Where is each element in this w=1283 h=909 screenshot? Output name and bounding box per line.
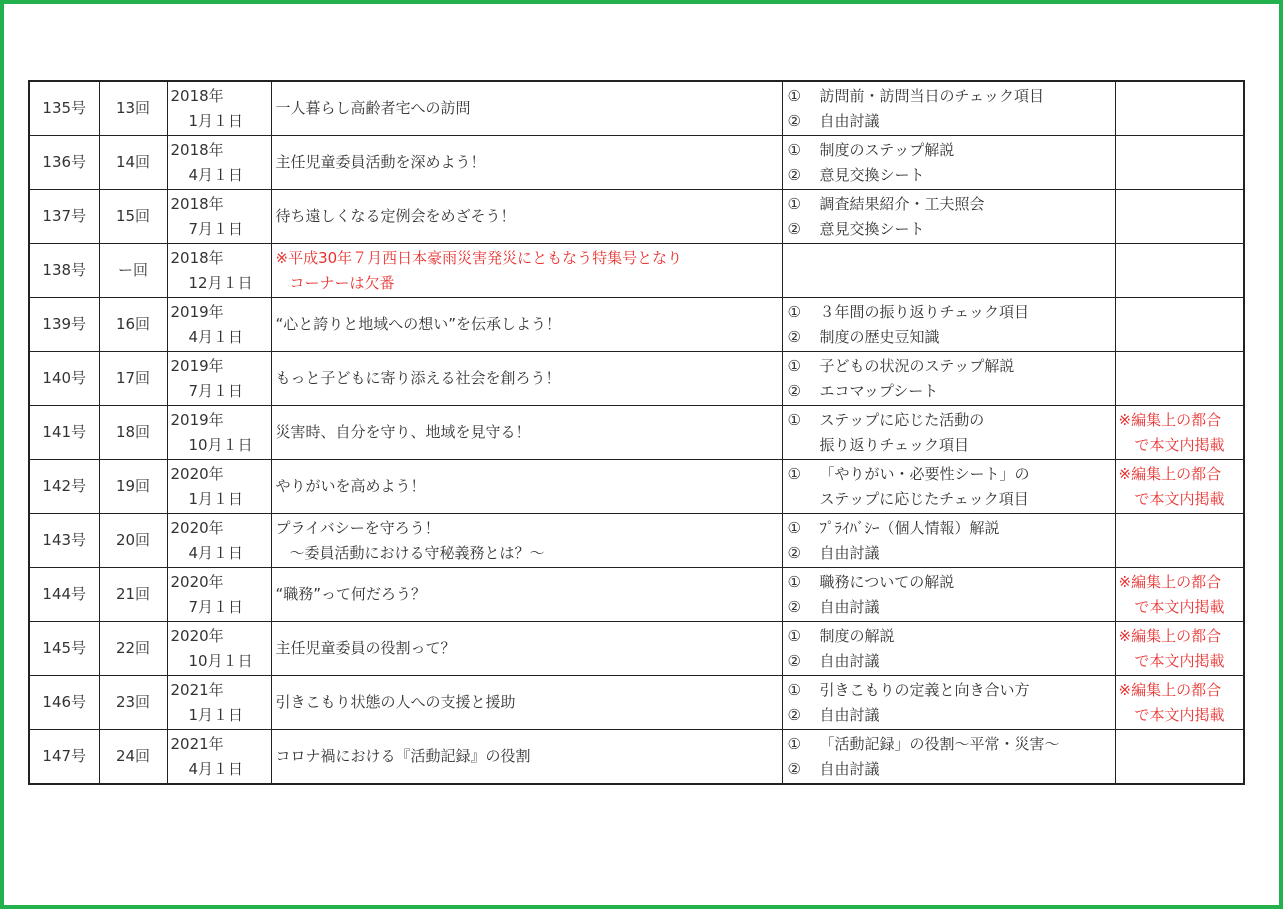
issue-number-cell: 142号 <box>29 460 99 514</box>
date-cell <box>167 514 271 568</box>
item-marker: ② <box>787 327 801 346</box>
issue-number-cell: 147号 <box>29 730 99 785</box>
items-cell <box>782 136 1115 190</box>
issue-number-cell: 146号 <box>29 676 99 730</box>
title-cell <box>271 81 782 136</box>
item-line <box>788 595 1115 620</box>
table-row <box>29 730 1244 785</box>
items-cell <box>782 460 1115 514</box>
title-line: 待ち遠しくなる定例会をめざそう！ <box>275 207 516 225</box>
item-line <box>788 138 1115 163</box>
date-cell <box>167 406 271 460</box>
item-marker: ① <box>787 572 801 591</box>
episode-cell: 22回 <box>99 622 167 676</box>
items-cell <box>782 568 1115 622</box>
episode-cell: 20回 <box>99 514 167 568</box>
items-cell <box>782 244 1115 298</box>
table-row <box>29 81 1244 136</box>
item-marker: ① <box>787 194 801 213</box>
item-line <box>788 462 1115 487</box>
episode-cell: 14回 <box>99 136 167 190</box>
item-marker: ① <box>787 302 801 321</box>
item-marker: ② <box>787 543 801 562</box>
date-month-day: 7月１日 <box>188 381 244 400</box>
item-line <box>788 217 1115 242</box>
item-text: 訪問前・訪問当日のチェック項目 <box>819 86 1045 105</box>
issue-number-cell: 136号 <box>29 136 99 190</box>
item-marker: ① <box>787 734 801 753</box>
item-line <box>788 570 1115 595</box>
episode-cell: 21回 <box>99 568 167 622</box>
title-cell <box>271 730 782 785</box>
date-cell <box>167 136 271 190</box>
title-cell <box>271 514 782 568</box>
note-cell <box>1115 81 1244 136</box>
note-cell <box>1115 136 1244 190</box>
item-text: 調査結果紹介・工夫照会 <box>819 194 985 213</box>
title-cell <box>271 622 782 676</box>
items-cell <box>782 622 1115 676</box>
item-marker: ② <box>787 165 801 184</box>
issue-number-cell: 138号 <box>29 244 99 298</box>
issue-table <box>28 80 1245 785</box>
item-line <box>788 379 1115 404</box>
item-marker: ① <box>787 410 801 429</box>
item-marker: ① <box>787 518 801 537</box>
item-text: 制度の歴史豆知識 <box>819 327 940 346</box>
title-line: “心と誇りと地域への想い”を伝承しよう！ <box>275 315 562 333</box>
table-row <box>29 514 1244 568</box>
title-line: “職務”って何だろう？ <box>275 585 427 603</box>
title-line: プライバシーを守ろう！ <box>275 518 440 537</box>
date-month-day: 4月１日 <box>188 543 244 562</box>
issue-number-cell: 144号 <box>29 568 99 622</box>
issue-number-cell: 135号 <box>29 81 99 136</box>
date-month-day: 4月１日 <box>188 759 244 778</box>
date-year: 2020年 <box>170 518 224 537</box>
table-row <box>29 676 1244 730</box>
table-row <box>29 136 1244 190</box>
item-line <box>788 354 1115 379</box>
issue-number-cell: 140号 <box>29 352 99 406</box>
title-cell <box>271 244 782 298</box>
item-text: 職務についての解説 <box>819 572 955 591</box>
item-line <box>788 624 1115 649</box>
item-marker: ② <box>787 219 801 238</box>
table-row <box>29 568 1244 622</box>
note-cell <box>1115 298 1244 352</box>
note-line: で本文内掲載 <box>1134 651 1225 670</box>
item-text: ﾌﾟﾗｲﾊﾞｼｰ（個人情報）解説 <box>819 518 1000 537</box>
issue-number-cell: 141号 <box>29 406 99 460</box>
issue-number-cell: 139号 <box>29 298 99 352</box>
date-month-day: 10月１日 <box>188 651 253 670</box>
items-cell <box>782 514 1115 568</box>
item-marker: ① <box>787 626 801 645</box>
title-cell <box>271 352 782 406</box>
date-cell <box>167 460 271 514</box>
item-line <box>788 732 1115 757</box>
table-row <box>29 406 1244 460</box>
date-month-day: 7月１日 <box>188 597 244 616</box>
episode-cell: 17回 <box>99 352 167 406</box>
date-cell <box>167 622 271 676</box>
note-line: で本文内掲載 <box>1134 435 1225 454</box>
title-line: 主任児童委員活動を深めよう！ <box>275 153 486 171</box>
item-line <box>788 649 1115 674</box>
item-line <box>788 433 1115 458</box>
episode-cell: 19回 <box>99 460 167 514</box>
note-cell <box>1115 568 1244 622</box>
date-cell <box>167 81 271 136</box>
items-cell <box>782 81 1115 136</box>
title-subline: ～委員活動における守秘義務とは？～ <box>289 543 545 562</box>
title-cell <box>271 298 782 352</box>
item-marker: ② <box>787 759 801 778</box>
date-year: 2018年 <box>170 86 224 105</box>
note-line: ※編集上の都合 <box>1118 410 1222 429</box>
item-line <box>788 678 1115 703</box>
item-marker: ① <box>787 86 801 105</box>
item-line <box>788 487 1115 512</box>
item-line <box>788 516 1115 541</box>
date-month-day: 1月１日 <box>188 705 244 724</box>
items-cell <box>782 298 1115 352</box>
item-text: 子どもの状況のステップ解説 <box>819 356 1015 375</box>
title-cell <box>271 136 782 190</box>
table-row <box>29 190 1244 244</box>
note-cell <box>1115 460 1244 514</box>
date-month-day: 10月１日 <box>188 435 253 454</box>
item-text: 制度のステップ解説 <box>819 140 955 159</box>
item-text: 意見交換シート <box>819 165 925 184</box>
item-line <box>788 757 1115 782</box>
title-line: 主任児童委員の役割って？ <box>275 639 456 657</box>
item-line <box>788 163 1115 188</box>
note-cell <box>1115 352 1244 406</box>
item-text: 振り返りチェック項目 <box>819 435 970 454</box>
items-cell <box>782 676 1115 730</box>
episode-cell: 13回 <box>99 81 167 136</box>
issue-number-cell: 143号 <box>29 514 99 568</box>
items-cell <box>782 730 1115 785</box>
item-text: 意見交換シート <box>819 219 925 238</box>
note-cell <box>1115 730 1244 785</box>
items-cell <box>782 190 1115 244</box>
title-line: やりがいを高めよう！ <box>275 477 426 495</box>
table-row <box>29 622 1244 676</box>
date-cell <box>167 568 271 622</box>
title-line: 一人暮らし高齢者宅への訪問 <box>275 99 471 117</box>
item-marker: ② <box>787 381 801 400</box>
item-text: 制度の解説 <box>819 626 895 645</box>
date-year: 2019年 <box>170 410 224 429</box>
note-line: で本文内掲載 <box>1134 597 1225 616</box>
date-month-day: 12月１日 <box>188 273 253 292</box>
date-year: 2021年 <box>170 734 224 753</box>
date-cell <box>167 676 271 730</box>
issue-number-cell: 137号 <box>29 190 99 244</box>
item-text: 自由討議 <box>819 705 880 724</box>
date-year: 2020年 <box>170 464 224 483</box>
date-year: 2019年 <box>170 302 224 321</box>
date-month-day: 4月１日 <box>188 165 244 184</box>
episode-cell: 16回 <box>99 298 167 352</box>
note-line: ※編集上の都合 <box>1118 680 1222 699</box>
date-cell <box>167 352 271 406</box>
date-year: 2019年 <box>170 356 224 375</box>
title-line: もっと子どもに寄り添える社会を創ろう！ <box>275 369 561 387</box>
episode-cell: 15回 <box>99 190 167 244</box>
item-line <box>788 109 1115 134</box>
table-row <box>29 244 1244 298</box>
item-text: 引きこもりの定義と向き合い方 <box>819 680 1030 699</box>
date-month-day: 7月１日 <box>188 219 244 238</box>
items-cell <box>782 352 1115 406</box>
item-line <box>788 541 1115 566</box>
item-marker: ① <box>787 356 801 375</box>
item-marker: ② <box>787 705 801 724</box>
item-marker: ① <box>787 140 801 159</box>
date-year: 2020年 <box>170 572 224 591</box>
title-line: コロナ禍における『活動記録』の役割 <box>275 747 531 765</box>
date-month-day: 1月１日 <box>188 111 244 130</box>
item-marker: ② <box>787 651 801 670</box>
item-text: ステップに応じた活動の <box>819 410 985 429</box>
item-line <box>788 325 1115 350</box>
note-cell <box>1115 622 1244 676</box>
item-marker: ② <box>787 111 801 130</box>
issue-table-body <box>29 81 1244 784</box>
episode-cell: ー回 <box>99 244 167 298</box>
title-line: ※平成30年７月西日本豪雨災害発災にともなう特集号となり <box>275 248 683 267</box>
note-cell <box>1115 676 1244 730</box>
date-cell <box>167 244 271 298</box>
date-year: 2018年 <box>170 140 224 159</box>
item-text: 自由討議 <box>819 543 880 562</box>
note-cell <box>1115 190 1244 244</box>
date-year: 2018年 <box>170 194 224 213</box>
item-line <box>788 300 1115 325</box>
table-row <box>29 352 1244 406</box>
item-text: 自由討議 <box>819 597 880 616</box>
item-text: ３年間の振り返りチェック項目 <box>819 302 1030 321</box>
issue-number-cell: 145号 <box>29 622 99 676</box>
title-cell <box>271 460 782 514</box>
item-line <box>788 408 1115 433</box>
date-year: 2021年 <box>170 680 224 699</box>
item-text: 自由討議 <box>819 111 880 130</box>
note-line: ※編集上の都合 <box>1118 626 1222 645</box>
note-cell <box>1115 514 1244 568</box>
date-year: 2020年 <box>170 626 224 645</box>
item-marker: ② <box>787 597 801 616</box>
item-marker <box>788 487 820 512</box>
note-line: ※編集上の都合 <box>1118 572 1222 591</box>
date-month-day: 1月１日 <box>188 489 244 508</box>
title-cell <box>271 568 782 622</box>
item-text: ステップに応じたチェック項目 <box>819 489 1029 508</box>
item-line <box>788 84 1115 109</box>
table-row <box>29 460 1244 514</box>
date-cell <box>167 730 271 785</box>
title-subline: コーナーは欠番 <box>289 273 395 292</box>
items-cell <box>782 406 1115 460</box>
date-cell <box>167 190 271 244</box>
item-text: 「やりがい・必要性シート」の <box>819 464 1030 483</box>
date-month-day: 4月１日 <box>188 327 244 346</box>
item-line <box>788 703 1115 728</box>
item-line <box>788 192 1115 217</box>
title-cell <box>271 676 782 730</box>
item-marker: ① <box>787 464 801 483</box>
title-line: 引きこもり状態の人への支援と援助 <box>275 693 516 711</box>
table-row <box>29 298 1244 352</box>
note-cell <box>1115 244 1244 298</box>
note-line: で本文内掲載 <box>1134 489 1225 508</box>
item-text: 「活動記録」の役割～平常・災害～ <box>819 734 1060 753</box>
episode-cell: 23回 <box>99 676 167 730</box>
episode-cell: 24回 <box>99 730 167 785</box>
date-cell <box>167 298 271 352</box>
episode-cell: 18回 <box>99 406 167 460</box>
item-text: 自由討議 <box>819 759 880 778</box>
date-year: 2018年 <box>170 248 224 267</box>
title-cell <box>271 406 782 460</box>
note-line: で本文内掲載 <box>1134 705 1225 724</box>
title-line: 災害時、自分を守り、地域を見守る！ <box>275 423 531 441</box>
item-marker <box>788 433 820 458</box>
item-marker: ① <box>787 680 801 699</box>
note-cell <box>1115 406 1244 460</box>
item-text: 自由討議 <box>819 651 880 670</box>
note-line: ※編集上の都合 <box>1118 464 1222 483</box>
title-cell <box>271 190 782 244</box>
item-text: エコマップシート <box>819 381 939 400</box>
